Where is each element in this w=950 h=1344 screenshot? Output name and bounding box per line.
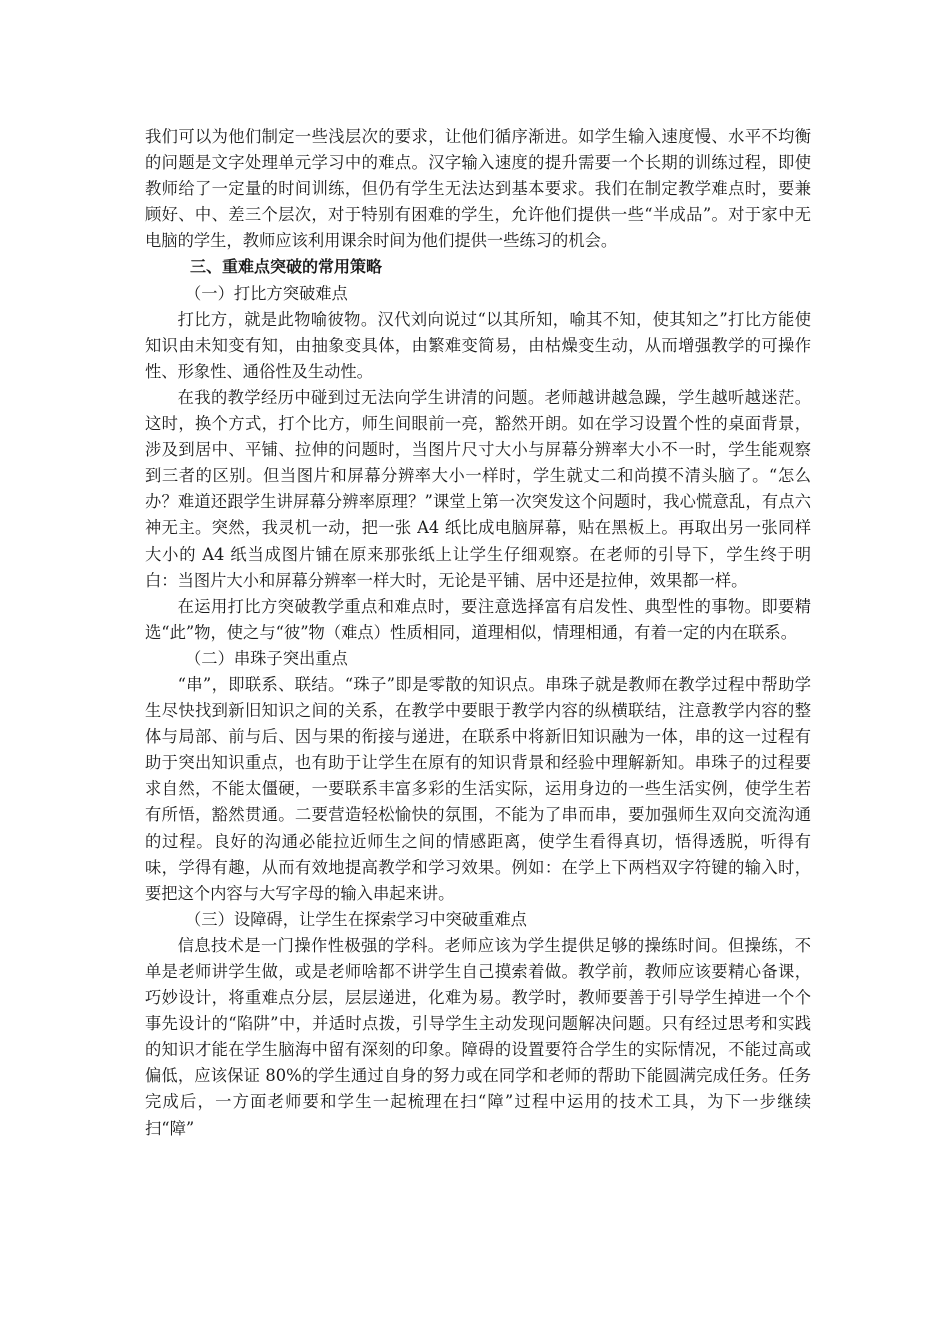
paragraph: 在运用打比方突破教学重点和难点时，要注意选择富有启发性、典型性的事物。即要精选“此”物，使之与“彼”物（难点）性质相同，道理相似，情理相通，有着一定的内在联系。 — [145, 596, 811, 642]
subsection-heading-analogy: （一）打比方突破难点 — [185, 283, 348, 303]
document-page — [145, 124, 811, 1142]
paragraph: “串”，即联系、联结。“珠子”即是零散的知识点。串珠子就是教师在教学过程中帮助学生尽快找到新旧知识之间的关系，在教学中要眼于教学内容的纵横联结，注意教学内容的整体与局部、前与后、因与果的衔接与递进，在联系中将新旧知识融为一体，串的这一过程有助于突出知识重点，也有助于让学生在原有的知识背景和经验中理解新知。串珠子的过程要求自然，不能太僵硬，一要联系丰富多彩的生活实际，运用身边的一些生活实例，使学生若有所悟，豁然贯通。二要营造轻松愉快的氛围，不能为了串而串，要加强师生双向交流沟通的过程。良好的沟通必能拉近师生之间的情感距离，使学生看得真切，悟得透脱，听得有味，学得有趣，从而有效地提高教学和学习效果。例如：在学上下两档双字符键的输入时，要把这个内容与大写字母的输入串起来讲。 — [145, 674, 811, 903]
paragraph: 在我的教学经历中碰到过无法向学生讲清的问题。老师越讲越急躁，学生越听越迷茫。这时，换个方式，打个比方，师生间眼前一亮，豁然开朗。如在学习设置个性的桌面背景，涉及到居中、平铺、拉伸的问题时，当图片尺寸大小与屏幕分辨率大小不一时，学生能观察到三者的区别。但当图片和屏幕分辨率大小一样时，学生就丈二和尚摸不清头脑了。“怎么办？难道还跟学生讲屏幕分辨率原理？”课堂上第一次突发这个问题时，我心慌意乱，有点六神无主。突然，我灵机一动，把一张 A4 纸比成电脑屏幕，贴在黑板上。再取出另一张同样大小的 A4 纸当成图片铺在原来那张纸上让学生仔细观察。在老师的引导下，学生终于明白：当图片大小和屏幕分辨率一样大时，无论是平铺、居中还是拉伸，效果都一样。 — [145, 387, 811, 590]
section-heading: 三、重难点突破的常用策略 — [190, 257, 383, 277]
paragraph: 打比方，就是此物喻彼物。汉代刘向说过“以其所知，喻其不知，使其知之”打比方能使知识由未知变有知，由抽象变具体，由繁难变简易，由枯燥变生动，从而增强教学的可操作性、形象性、通俗性及生动性。 — [145, 309, 811, 381]
paragraph: 信息技术是一门操作性极强的学科。老师应该为学生提供足够的操练时间。但操练，不单是老师讲学生做，或是老师啥都不讲学生自己摸索着做。教学前，教师应该要精心备课，巧妙设计，将重难点分层，层层递进，化难为易。教学时，教师要善于引导学生掉进一个个事先设计的“陷阱”中，并适时点拨，引导学生主动发现问题解决问题。只有经过思考和实践的知识才能在学生脑海中留有深刻的印象。障碍的设置要符合学生的实际情况，不能过高或偏低，应该保证 80%的学生通过自身的努力或在同学和老师的帮助下能圆满完成任务。任务完成后，一方面老师要和学生一起梳理在扫“障”过程中运用的技术工具，为下一步继续扫“障” — [145, 935, 811, 1138]
subsection-heading-beads: （二）串珠子突出重点 — [185, 648, 348, 668]
paragraph-continued: 我们可以为他们制定一些浅层次的要求，让他们循序渐进。如学生输入速度慢、水平不均衡的问题是文字处理单元学习中的难点。汉字输入速度的提升需要一个长期的训练过程，即使教师给了一定量的时间训练，但仍有学生无法达到基本要求。我们在制定教学难点时，要兼顾好、中、差三个层次，对于特别有困难的学生，允许他们提供一些“半成品”。对于家中无电脑的学生，教师应该利用课余时间为他们提供一些练习的机会。 — [145, 127, 811, 251]
subsection-heading-obstacles: （三）设障碍，让学生在探索学习中突破重难点 — [185, 909, 527, 929]
